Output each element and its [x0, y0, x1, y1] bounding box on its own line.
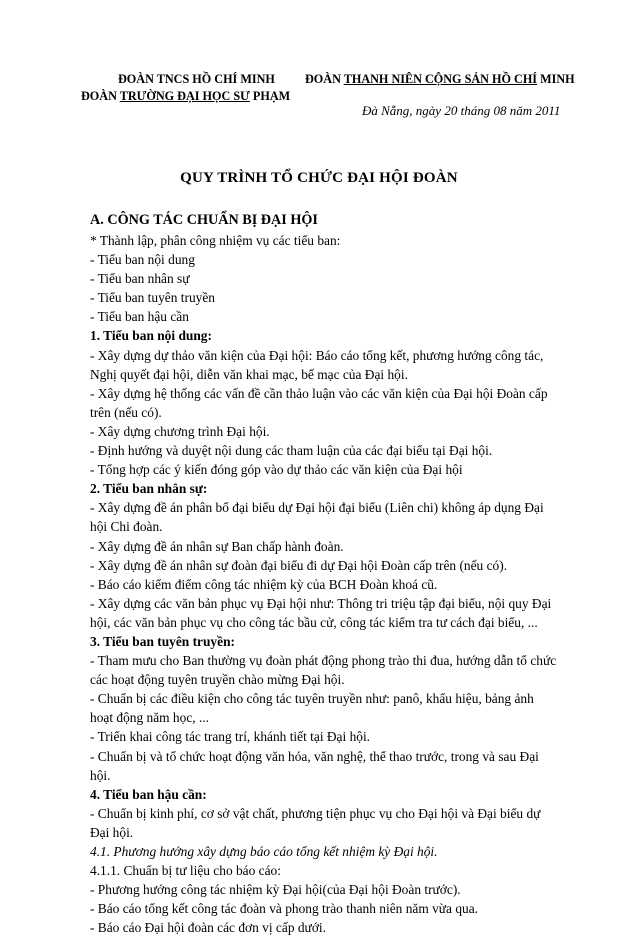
section-2-line: hội, các văn bản phục vụ cho công tác bầu cử, công tác kiểm tra tư cách đại biểu, ... — [90, 614, 538, 630]
section-3-line: - Tham mưu cho Ban thường vụ đoàn phát động phong trào thi đua, hướng dẫn tổ chức — [90, 653, 557, 669]
section-1-line: - Xây dựng chương trình Đại hội. — [90, 423, 270, 439]
section-3-line: - Chuẩn bị các điều kiện cho công tác tuyên truyền như: panô, khẩu hiệu, bảng ảnh — [90, 691, 534, 707]
document-date: Đà Nẵng, ngày 20 tháng 08 năm 2011 — [362, 103, 561, 118]
document-title: QUY TRÌNH TỔ CHỨC ĐẠI HỘI ĐOÀN — [180, 170, 458, 186]
section-4-line: - Báo cáo Đại hội đoàn các đơn vị cấp dưới. — [90, 920, 326, 936]
section-1-line: - Định hướng và duyệt nội dung các tham luận của các đại biểu tại Đại hội. — [90, 443, 493, 459]
header-right-org — [305, 72, 575, 87]
section-1-line: - Tổng hợp các ý kiến đóng góp vào dự thảo các văn kiện của Đại hội — [90, 462, 463, 478]
header-right-suffix: MINH — [537, 72, 575, 86]
section-4-line: - Báo cáo tổng kết công tác đoàn và phong trào thanh niên năm vừa qua. — [90, 901, 479, 917]
section-2-heading: 2. Tiểu ban nhân sự: — [90, 481, 208, 497]
header-right-underlined: THANH NIÊN CỘNG SẢN HỒ CHÍ — [343, 72, 538, 86]
header-left-line2-suffix: PHẠM — [249, 89, 291, 103]
section-4-line: 4.1.1. Chuẩn bị tư liệu cho báo cáo: — [90, 863, 281, 879]
committee-item: - Tiểu ban tuyên truyền — [90, 290, 215, 306]
section-4-heading: 4. Tiểu ban hậu cần: — [90, 786, 207, 802]
header-right-prefix: ĐOÀN — [305, 72, 344, 86]
section-4-1-heading: 4.1. Phương hướng xây dựng báo cáo tổng kết nhiệm kỳ Đại hội. — [90, 844, 438, 859]
committee-item: - Tiểu ban hậu cần — [90, 309, 189, 325]
header-left-line2-underlined: TRƯỜNG ĐẠI HỌC SƯ — [119, 89, 250, 103]
section-2-line: - Xây dựng đề án nhân sự đoàn đại biểu đi dự Đại hội Đoàn cấp trên (nếu có). — [90, 557, 508, 573]
committee-item: - Tiểu ban nhân sự — [90, 271, 190, 287]
section-2-line: - Xây dựng các văn bản phục vụ Đại hội như: Thông tri triệu tập đại biểu, nội quy Đại — [90, 595, 552, 611]
section-3-line: - Triển khai công tác trang trí, khánh tiết tại Đại hội. — [90, 729, 371, 745]
section-2-line: - Xây dựng đề án nhân sự Ban chấp hành đoàn. — [90, 538, 344, 554]
section-3-heading: 3. Tiểu ban tuyên truyền: — [90, 633, 235, 649]
section-2-line: hội Chi đoàn. — [90, 519, 163, 535]
section-3-line: hội. — [90, 767, 111, 783]
section-4-line: - Chuẩn bị kinh phí, cơ sở vật chất, phương tiện phục vụ cho Đại hội và Đại biểu dự — [90, 805, 541, 821]
committee-item: - Tiểu ban nội dung — [90, 252, 195, 268]
header-left-line2 — [81, 89, 290, 104]
section-2-line: - Báo cáo kiểm điểm công tác nhiệm kỳ của BCH Đoàn khoá cũ. — [90, 576, 438, 592]
section-3-line: - Chuẩn bị và tổ chức hoạt động văn hóa, văn nghệ, thể thao trước, trong và sau Đại — [90, 748, 539, 764]
section-1-line: trên (nếu có). — [90, 404, 162, 420]
section-1-line: Nghị quyết đại hội, diễn văn khai mạc, bế mạc của Đại hội. — [90, 366, 408, 382]
section-3-line: hoạt động năm học, ... — [90, 710, 210, 726]
section-4-line: - Phương hướng công tác nhiệm kỳ Đại hội(của Đại hội Đoàn trước). — [90, 882, 461, 898]
section-1-line: - Xây dựng hệ thống các vấn đề cần thảo luận vào các văn kiện của Đại hội Đoàn cấp — [90, 385, 548, 401]
section-a-intro: * Thành lập, phân công nhiệm vụ các tiểu ban: — [90, 233, 341, 248]
section-1-heading: 1. Tiểu ban nội dung: — [90, 328, 212, 344]
section-2-line: - Xây dựng đề án phân bổ đại biểu dự Đại hội đại biểu (Liên chi) không áp dụng Đại — [90, 500, 544, 516]
section-4-line: Đại hội. — [90, 824, 134, 840]
document-body — [90, 210, 578, 937]
section-3-line: các hoạt động tuyên truyền chào mừng Đại hội. — [90, 672, 345, 688]
section-1-line: - Xây dựng dự thảo văn kiện của Đại hội: Báo cáo tổng kết, phương hướng công tác, — [90, 347, 544, 363]
header-left-line1: ĐOÀN TNCS HỒ CHÍ MINH — [118, 72, 275, 86]
header-left-line2-prefix: ĐOÀN — [81, 89, 120, 103]
section-a-heading: A. CÔNG TÁC CHUẨN BỊ ĐẠI HỘI — [90, 212, 318, 228]
